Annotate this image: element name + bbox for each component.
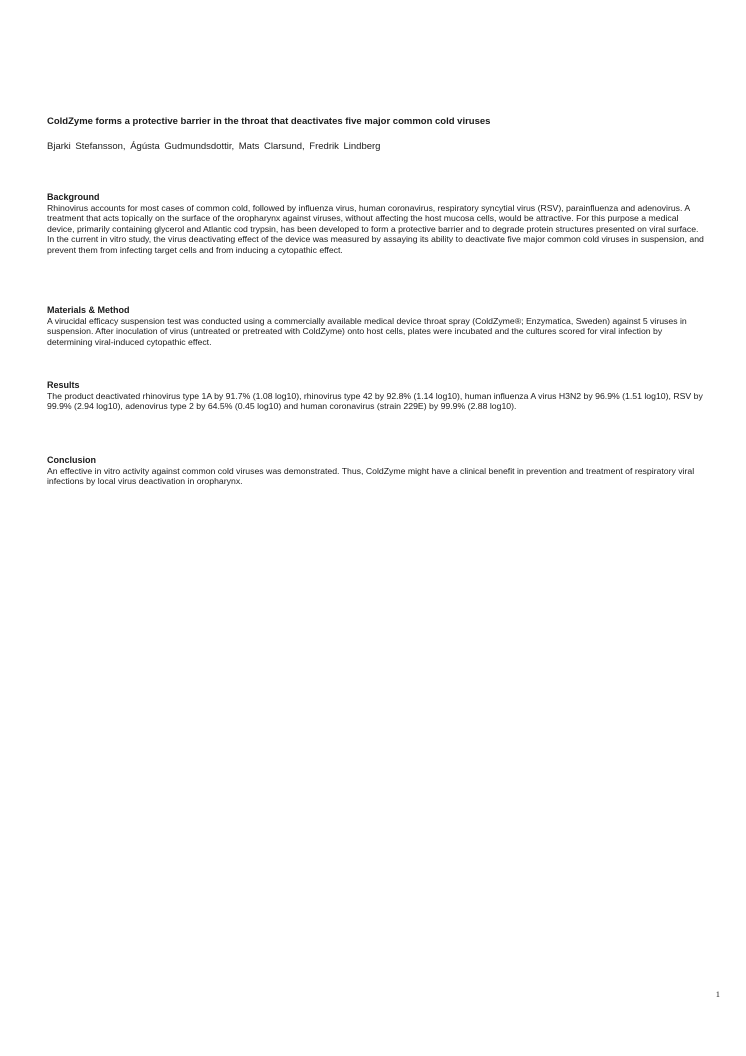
section-materials-method <box>47 305 707 347</box>
section-heading-materials-method: Materials & Method <box>47 305 130 315</box>
section-heading-results: Results <box>47 380 80 390</box>
author-list: Bjarki Stefansson, Ágústa Gudmundsdottir, Mats Clarsund, Fredrik Lindberg <box>47 141 381 152</box>
section-background <box>47 192 707 255</box>
section-body-results: The product deactivated rhinovirus type 1A by 91.7% (1.08 log10), rhinovirus type 42 by 92.8% (1.14 log10), human influenza A virus H3N2 by 96.9% (1.51 log10), RSV by 99.9% (2.94 log10), adenovirus type 2 by 64.5% (0.45 log10) and human coronavirus (strain 229E) by 99.9% (2.88 log10). <box>47 390 703 411</box>
section-body-conclusion: An effective in vitro activity against common cold viruses was demonstrated. Thus, ColdZyme might have a clinical benefit in prevention and treatment of respiratory viral infections by local virus deactivation in oropharynx. <box>47 465 695 486</box>
document-title: ColdZyme forms a protective barrier in the throat that deactivates five major common cold viruses <box>47 116 491 127</box>
section-heading-background: Background <box>47 192 100 202</box>
section-heading-conclusion: Conclusion <box>47 455 96 465</box>
section-body-background: Rhinovirus accounts for most cases of common cold, followed by influenza virus, human coronavirus, respiratory syncytial virus (RSV), parainfluenza and adenovirus. A treatment that acts topically on the surface of the oropharynx against viruses, without affecting the host mucosa cells, would be attractive. For this purpose a medical device, primarily containing glycerol and Atlantic cod trypsin, has been developed to form a protective barrier and to degrade protein structures presented on viral surface. In the current in vitro study, the virus deactivating effect of the device was measured by assaying its ability to deactivate five major common cold viruses in suspension, and prevent them from infecting target cells and from inducing a cytopathic effect. <box>47 202 704 255</box>
section-body-materials-method: A virucidal efficacy suspension test was conducted using a commercially available medical device throat spray (ColdZyme®; Enzymatica, Sweden) against 5 viruses in suspension. After inoculation of virus (untreated or pretreated with ColdZyme) onto host cells, plates were incubated and the cultures scored for viral infection by determining viral-induced cytopathic effect. <box>47 315 687 347</box>
section-conclusion <box>47 455 707 487</box>
section-results <box>47 380 707 412</box>
page-number: 1 <box>715 989 720 999</box>
